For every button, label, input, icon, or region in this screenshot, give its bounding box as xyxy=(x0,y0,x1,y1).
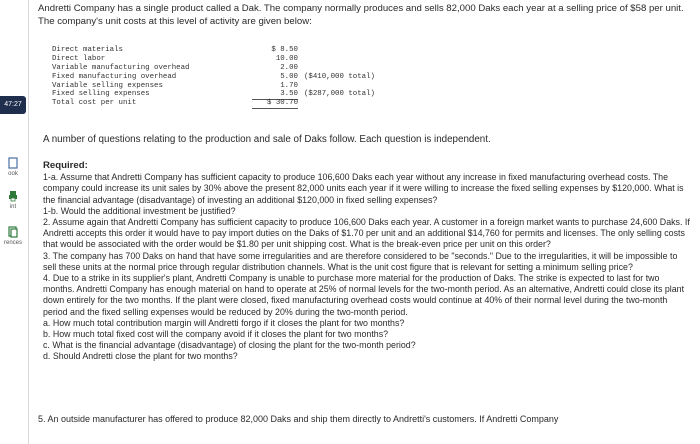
cost-total-row xyxy=(52,99,422,108)
cost-note: ($287,000 total) xyxy=(304,90,375,99)
cost-label: Fixed selling expenses xyxy=(52,90,150,99)
left-sidebar xyxy=(0,0,29,444)
cost-amount: 1.70 xyxy=(280,81,298,90)
required-section xyxy=(43,160,691,363)
cost-row xyxy=(52,55,422,64)
cost-row xyxy=(52,73,422,82)
cost-amount: 3.50 xyxy=(252,90,298,100)
sidebar-item-label: rences xyxy=(3,240,22,246)
question-4a: a. How much total contribution margin will Andretti forgo if it closes the plant for two months? xyxy=(43,317,405,328)
cost-amount: 10.00 xyxy=(275,54,298,63)
cost-row xyxy=(52,82,422,91)
question-1b: 1-b. Would the additional investment be justified? xyxy=(43,205,236,216)
problem-intro: Andretti Company has a single product called a Dak. The company normally produces and sells 82,000 Daks each year at a selling price of $58 per unit. The company's unit costs at this level of activity are given below: xyxy=(38,3,684,27)
question-2: 2. Assume again that Andretti Company has sufficient capacity to produce 106,600 Daks each year. A customer in a foreign market wants to purchase 24,600 Daks. If Andretti accepts this order it would have to pay import duties on the Daks of $1.70 per unit and an additional $14,760 for permits and licenses. The only selling costs that would be associated with the order would be $1.80 per unit shipping cost. What is the break-even price per unit on this order? xyxy=(43,217,690,250)
cost-amount: $ 30.70 xyxy=(252,99,298,109)
cost-row xyxy=(52,46,422,55)
cost-label: Variable selling expenses xyxy=(52,81,163,90)
required-heading: Required: xyxy=(43,160,88,171)
question-4: 4. Due to a strike in its supplier's plant, Andretti Company is unable to purchase more material for the production of Daks. The strike is expected to last for two months. Andretti Company has enough material on hand to operate at 25% of normal levels for the two-month period. As an alternative, Andretti could close its plant down entirely for the two months. If the plant were closed, fixed manufacturing overhead costs would continue at 40% of their normal level during the two-month period and the fixed selling expenses would be reduced by 20% during the two-month period. xyxy=(43,273,685,317)
sidebar-item-references[interactable] xyxy=(0,226,26,246)
cost-label: Direct labor xyxy=(52,54,106,63)
questions-note: A number of questions relating to the production and sale of Daks follow. Each question is independent. xyxy=(43,134,491,145)
question-4d: d. Should Andretti close the plant for two months? xyxy=(43,351,238,362)
unit-cost-table xyxy=(52,46,422,108)
cost-label: Direct materials xyxy=(52,46,123,54)
sidebar-item-ebook[interactable] xyxy=(0,157,26,177)
cost-row xyxy=(52,64,422,73)
timer-badge: 47:27 xyxy=(0,96,26,114)
sidebar-item-label: ook xyxy=(8,171,18,177)
print-icon xyxy=(8,190,18,202)
references-icon xyxy=(8,226,18,238)
cost-amount: 5.00 xyxy=(280,72,298,81)
cost-note: ($410,000 total) xyxy=(304,72,375,81)
sidebar-item-label: int xyxy=(9,204,17,210)
question-3: 3. The company has 700 Daks on hand that have some irregularities and are therefore considered to be "seconds." Due to the irregularities, it will be impossible to sell these units at the normal price through regular distribution channels. What is the unit cost figure that is relevant for setting a minimum selling price? xyxy=(43,250,678,272)
sidebar-item-print[interactable] xyxy=(0,190,26,210)
question-1a: 1-a. Assume that Andretti Company has sufficient capacity to produce 106,600 Daks each year without any increase in fixed manufacturing overhead costs. The company could increase its unit sales by 30% above the present 82,000 units each year if it were willing to increase the fixed selling expenses by $120,000. What is the financial advantage (disadvantage) of investing an additional $120,000 in fixed selling expenses? xyxy=(43,172,684,205)
cost-label: Variable manufacturing overhead xyxy=(52,63,190,72)
question-4b: b. How much total fixed cost will the company avoid if it closes the plant for two months? xyxy=(43,329,389,340)
cost-label: Total cost per unit xyxy=(52,99,137,108)
cost-label: Fixed manufacturing overhead xyxy=(52,72,177,81)
cost-amount: $ 8.50 xyxy=(271,46,298,54)
question-5: 5. An outside manufacturer has offered to produce 82,000 Daks and ship them directly to Andretti's customers. If Andretti Company xyxy=(38,414,559,424)
book-icon xyxy=(8,157,18,169)
cost-amount: 2.00 xyxy=(280,63,298,72)
cost-row xyxy=(52,90,422,99)
question-4c: c. What is the financial advantage (disadvantage) of closing the plant for the two-month period? xyxy=(43,340,416,351)
